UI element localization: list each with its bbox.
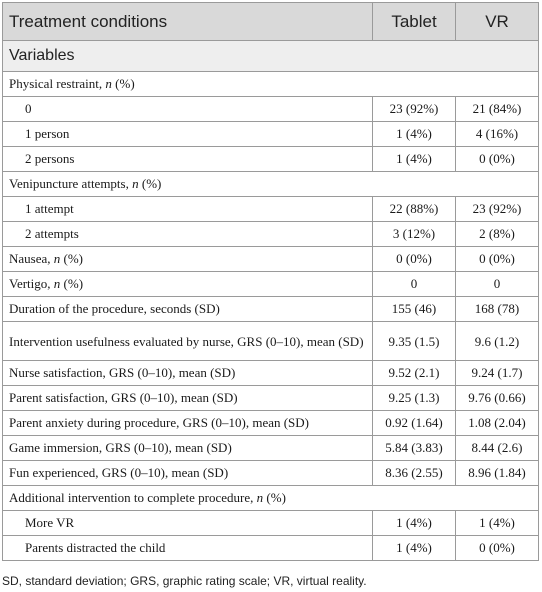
header-vr: VR: [456, 3, 539, 41]
row-label: Nausea, n (%): [3, 247, 373, 272]
vr-value: 0 (0%): [456, 147, 539, 172]
tablet-value: 1 (4%): [373, 147, 456, 172]
vr-value: 1 (4%): [456, 511, 539, 536]
table-row: [3, 436, 539, 461]
vr-value: 4 (16%): [456, 122, 539, 147]
row-label: 1 attempt: [3, 197, 373, 222]
row-label: Fun experienced, GRS (0–10), mean (SD): [3, 461, 373, 486]
section-label: Variables: [3, 41, 539, 72]
vr-value: 0 (0%): [456, 247, 539, 272]
row-label: Nurse satisfaction, GRS (0–10), mean (SD): [3, 361, 373, 386]
vr-value: 21 (84%): [456, 97, 539, 122]
table-row: [3, 247, 539, 272]
tablet-value: 23 (92%): [373, 97, 456, 122]
table-row: [3, 222, 539, 247]
tablet-value: 0: [373, 272, 456, 297]
table-header-row: [3, 3, 539, 41]
vr-value: 9.24 (1.7): [456, 361, 539, 386]
vr-value: 0: [456, 272, 539, 297]
vr-value: 9.76 (0.66): [456, 386, 539, 411]
row-label: Venipuncture attempts, n (%): [3, 172, 539, 197]
row-label: 1 person: [3, 122, 373, 147]
tablet-value: 0 (0%): [373, 247, 456, 272]
tablet-value: 9.25 (1.3): [373, 386, 456, 411]
table-row: [3, 122, 539, 147]
row-label: Additional intervention to complete procedure, n (%): [3, 486, 539, 511]
vr-value: 2 (8%): [456, 222, 539, 247]
table-row: [3, 97, 539, 122]
vr-value: 23 (92%): [456, 197, 539, 222]
table-row: [3, 411, 539, 436]
vr-value: 0 (0%): [456, 536, 539, 561]
table-row: [3, 272, 539, 297]
table-footnote: SD, standard deviation; GRS, graphic rating scale; VR, virtual reality.: [2, 574, 367, 588]
header-treatment-conditions: Treatment conditions: [3, 3, 373, 41]
tablet-value: 1 (4%): [373, 536, 456, 561]
tablet-value: 9.52 (2.1): [373, 361, 456, 386]
table-row: [3, 147, 539, 172]
table-row: [3, 297, 539, 322]
row-label: Parent satisfaction, GRS (0–10), mean (SD): [3, 386, 373, 411]
table-row: [3, 322, 539, 361]
row-label: 0: [3, 97, 373, 122]
table-row: [3, 172, 539, 197]
table-row: [3, 486, 539, 511]
row-label: Intervention usefulness evaluated by nurse, GRS (0–10), mean (SD): [3, 322, 373, 361]
row-label: Parents distracted the child: [3, 536, 373, 561]
vr-value: 8.44 (2.6): [456, 436, 539, 461]
row-label: Duration of the procedure, seconds (SD): [3, 297, 373, 322]
tablet-value: 22 (88%): [373, 197, 456, 222]
vr-value: 9.6 (1.2): [456, 322, 539, 361]
tablet-value: 5.84 (3.83): [373, 436, 456, 461]
row-label: More VR: [3, 511, 373, 536]
row-label: 2 persons: [3, 147, 373, 172]
tablet-value: 9.35 (1.5): [373, 322, 456, 361]
table-row: [3, 197, 539, 222]
table-row: [3, 361, 539, 386]
tablet-value: 3 (12%): [373, 222, 456, 247]
section-row-variables: [3, 41, 539, 72]
table-row: [3, 536, 539, 561]
tablet-value: 1 (4%): [373, 511, 456, 536]
tablet-value: 0.92 (1.64): [373, 411, 456, 436]
table-row: [3, 461, 539, 486]
row-label: Vertigo, n (%): [3, 272, 373, 297]
tablet-value: 8.36 (2.55): [373, 461, 456, 486]
tablet-value: 1 (4%): [373, 122, 456, 147]
table-row: [3, 72, 539, 97]
table-row: [3, 386, 539, 411]
vr-value: 1.08 (2.04): [456, 411, 539, 436]
row-label: Parent anxiety during procedure, GRS (0–10), mean (SD): [3, 411, 373, 436]
tablet-value: 155 (46): [373, 297, 456, 322]
vr-value: 8.96 (1.84): [456, 461, 539, 486]
row-label: 2 attempts: [3, 222, 373, 247]
header-tablet: Tablet: [373, 3, 456, 41]
table-row: [3, 511, 539, 536]
row-label: Game immersion, GRS (0–10), mean (SD): [3, 436, 373, 461]
results-table: [2, 2, 539, 561]
row-label: Physical restraint, n (%): [3, 72, 539, 97]
vr-value: 168 (78): [456, 297, 539, 322]
